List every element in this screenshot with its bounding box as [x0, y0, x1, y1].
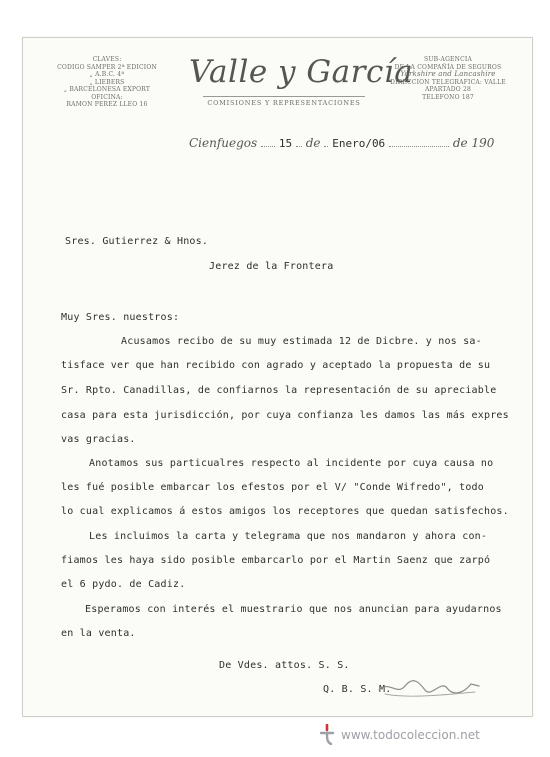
closing-initials: Q. B. S. M. — [323, 684, 392, 695]
todocoleccion-logo-icon — [318, 724, 336, 746]
body-line: tisface ver que han recibido con agrado y aceptado la propuesta de su — [61, 360, 491, 371]
dotted-line — [389, 137, 449, 147]
body-line: les fué posible embarcar los efestos por el V/ "Conde Wifredo", todo — [61, 482, 484, 493]
body-line: en la venta. — [61, 628, 136, 639]
agency-title: SUB-AGENCIA — [424, 56, 472, 63]
body-line: Sr. Rpto. Canadillas, de confiarnos la representación de su apreciable — [61, 385, 497, 396]
codes-line: „ A.B.C. 4ª — [89, 71, 125, 78]
telegraph-address: DIRECCION TELEGRAFICA: VALLE — [390, 78, 506, 86]
codes-line: „ LIEBERS — [89, 78, 125, 86]
codes-line: CODIGO SAMPER 2ª EDICION — [57, 63, 157, 71]
codes-title: CLAVES: — [92, 56, 122, 63]
body-line: Les incluimos la carta y telegrama que nos mandaron y ahora con- — [89, 531, 488, 542]
date-de: de — [452, 136, 468, 150]
office-title: OFICINA: — [91, 93, 123, 101]
date-city: Cienfuegos — [189, 136, 258, 150]
office-address: RAMON PEREZ LLEO 16 — [66, 101, 148, 108]
body-line: el 6 pydo. de Cadiz. — [61, 579, 186, 590]
dotted-line — [261, 137, 275, 147]
company-subtitle: COMISIONES Y REPRESENTACIONES — [203, 96, 365, 107]
letter-sheet — [22, 37, 533, 717]
date-de: de — [305, 136, 321, 150]
letterhead-codes — [37, 56, 177, 109]
closing-line: De Vdes. attos. S. S. — [219, 660, 350, 671]
letterhead-brand — [189, 52, 414, 107]
company-name: Valle y García — [189, 54, 414, 90]
body-line: vas gracias. — [61, 434, 136, 445]
codes-line: „ BARCELONESA EXPORT — [63, 86, 151, 93]
body-line: lo cual explicamos á estos amigos los receptores que quedan satisfechos. — [61, 506, 509, 517]
salutation: Muy Sres. nuestros: — [61, 312, 180, 323]
signature-scribble — [375, 676, 485, 700]
date-month: Enero/06 — [332, 137, 386, 150]
watermark-text: www.todocoleccion.net — [341, 728, 480, 742]
recipient-name: Sres. Gutierrez & Hnos. — [65, 236, 209, 247]
dotted-line — [296, 137, 302, 147]
body-line: Anotamos sus particualres respecto al incidente por cuya causa no — [89, 458, 494, 469]
date-year-prefix: 190 — [471, 136, 495, 150]
telefono: TELEFONO 187 — [422, 93, 474, 101]
body-line: casa para esta jurisdicción, por cuya confianza les damos las más expres — [61, 410, 509, 421]
letterhead-agency — [378, 56, 518, 101]
dateline — [189, 136, 519, 150]
body-line: Acusamos recibo de su muy estimada 12 de Dicbre. y nos sa- — [121, 336, 482, 347]
body-line: Esperamos con interés el muestrario que nos anuncian para ayudarnos — [85, 604, 502, 615]
agency-line: DE LA COMPAÑÍA DE SEGUROS — [394, 63, 502, 71]
agency-company: Yorkshire and Lancashire — [400, 70, 496, 78]
date-day: 15 — [278, 137, 293, 150]
apartado: APARTADO 28 — [424, 86, 472, 93]
watermark — [318, 724, 480, 746]
recipient-location: Jerez de la Frontera — [209, 261, 334, 272]
dotted-line — [324, 137, 328, 147]
body-line: fiamos les haya sido posible embarcarlo por el Martin Saenz que zarpó — [61, 555, 491, 566]
